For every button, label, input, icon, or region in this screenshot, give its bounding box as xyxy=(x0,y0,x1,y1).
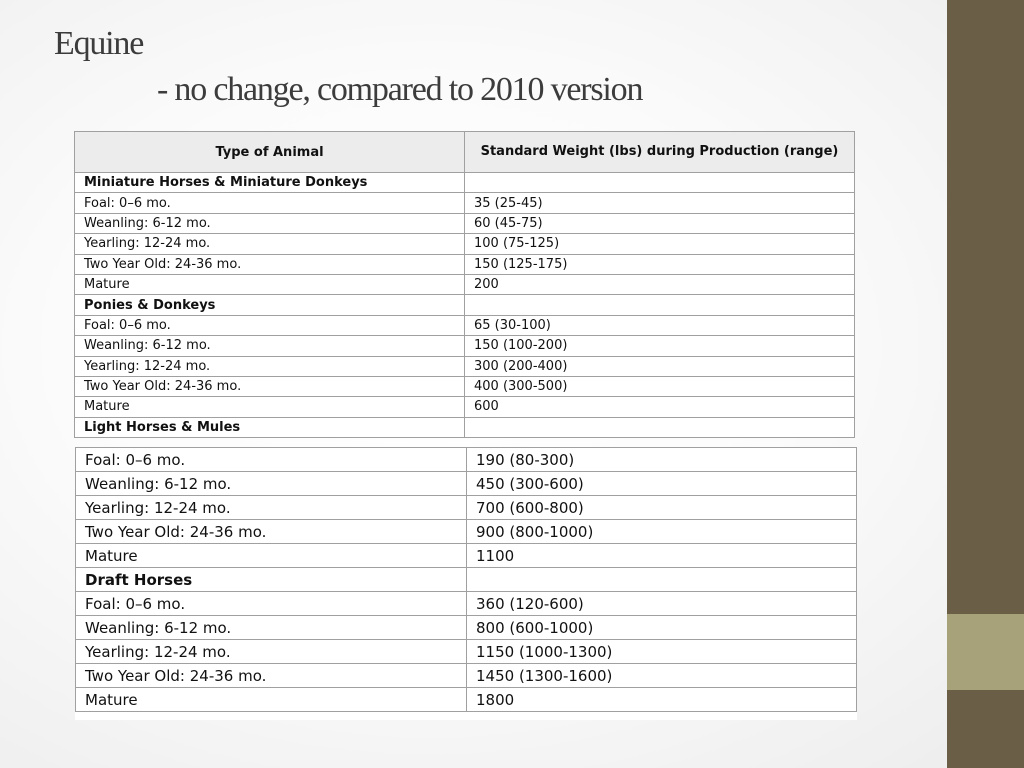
cell-animal: Foal: 0–6 mo. xyxy=(75,193,465,213)
cell-animal: Yearling: 12-24 mo. xyxy=(75,356,465,376)
table-row xyxy=(75,356,855,376)
cell-animal: Yearling: 12-24 mo. xyxy=(76,640,467,664)
cell-weight: 1100 xyxy=(467,544,857,568)
slide-title: Equine xyxy=(54,25,144,62)
cell-animal: Weanling: 6-12 mo. xyxy=(76,472,467,496)
table-row xyxy=(75,315,855,335)
table-row xyxy=(75,254,855,274)
cell-animal: Weanling: 6-12 mo. xyxy=(75,213,465,233)
table-row xyxy=(76,472,857,496)
table-group-row xyxy=(76,568,857,592)
cell-weight xyxy=(465,173,855,193)
cell-animal: Draft Horses xyxy=(76,568,467,592)
table-row xyxy=(76,640,857,664)
cell-weight: 150 (100-200) xyxy=(465,336,855,356)
cell-animal: Ponies & Donkeys xyxy=(75,295,465,315)
cell-weight: 200 xyxy=(465,274,855,294)
cell-weight: 1150 (1000-1300) xyxy=(467,640,857,664)
table-row xyxy=(76,616,857,640)
sidebar-accent-block xyxy=(947,614,1024,690)
table-row xyxy=(75,213,855,233)
table-row xyxy=(75,397,855,417)
cell-weight: 1800 xyxy=(467,688,857,712)
table-row xyxy=(76,688,857,712)
table-row xyxy=(75,274,855,294)
cell-weight: 190 (80-300) xyxy=(467,448,857,472)
table-row xyxy=(76,496,857,520)
table-body-bottom xyxy=(76,448,857,712)
header-standard-weight: Standard Weight (lbs) during Production (range) xyxy=(465,132,855,173)
header-type-of-animal: Type of Animal xyxy=(75,132,465,173)
cell-weight: 400 (300-500) xyxy=(465,376,855,396)
cell-weight: 100 (75-125) xyxy=(465,234,855,254)
table-row xyxy=(76,448,857,472)
table-group-row xyxy=(75,295,855,315)
table-row xyxy=(75,234,855,254)
cell-weight: 35 (25-45) xyxy=(465,193,855,213)
cell-animal: Mature xyxy=(76,544,467,568)
cell-animal: Two Year Old: 24-36 mo. xyxy=(75,254,465,274)
cell-animal: Two Year Old: 24-36 mo. xyxy=(75,376,465,396)
cell-weight: 450 (300-600) xyxy=(467,472,857,496)
table-row xyxy=(76,592,857,616)
cell-animal: Two Year Old: 24-36 mo. xyxy=(76,520,467,544)
cell-weight: 150 (125-175) xyxy=(465,254,855,274)
cell-weight: 600 xyxy=(465,397,855,417)
cell-animal: Mature xyxy=(76,688,467,712)
table-group-row xyxy=(75,417,855,437)
table-row xyxy=(76,664,857,688)
cell-weight xyxy=(465,295,855,315)
table-row xyxy=(75,376,855,396)
cell-animal: Two Year Old: 24-36 mo. xyxy=(76,664,467,688)
sidebar-decoration xyxy=(947,0,1024,768)
slide-subtitle: - no change, compared to 2010 version xyxy=(157,71,643,108)
cell-weight xyxy=(465,417,855,437)
cell-weight: 360 (120-600) xyxy=(467,592,857,616)
cell-animal: Mature xyxy=(75,397,465,417)
cell-weight: 1450 (1300-1600) xyxy=(467,664,857,688)
cell-weight xyxy=(467,568,857,592)
cell-weight: 800 (600-1000) xyxy=(467,616,857,640)
weight-table-top xyxy=(74,131,855,438)
weight-table-bottom xyxy=(75,447,857,712)
cell-weight: 900 (800-1000) xyxy=(467,520,857,544)
cell-animal: Mature xyxy=(75,274,465,294)
table-row xyxy=(75,336,855,356)
cell-weight: 65 (30-100) xyxy=(465,315,855,335)
cell-animal: Foal: 0–6 mo. xyxy=(76,592,467,616)
cell-animal: Yearling: 12-24 mo. xyxy=(76,496,467,520)
cell-animal: Light Horses & Mules xyxy=(75,417,465,437)
table-row xyxy=(75,193,855,213)
table-bottom-margin xyxy=(75,712,857,720)
cell-weight: 60 (45-75) xyxy=(465,213,855,233)
table-header-row xyxy=(75,132,855,173)
table-row xyxy=(76,520,857,544)
table-row xyxy=(76,544,857,568)
cell-animal: Weanling: 6-12 mo. xyxy=(75,336,465,356)
cell-animal: Foal: 0–6 mo. xyxy=(75,315,465,335)
cell-animal: Miniature Horses & Miniature Donkeys xyxy=(75,173,465,193)
table-group-row xyxy=(75,173,855,193)
cell-animal: Weanling: 6-12 mo. xyxy=(76,616,467,640)
cell-weight: 700 (600-800) xyxy=(467,496,857,520)
cell-animal: Foal: 0–6 mo. xyxy=(76,448,467,472)
cell-weight: 300 (200-400) xyxy=(465,356,855,376)
table-body-top xyxy=(75,173,855,438)
cell-animal: Yearling: 12-24 mo. xyxy=(75,234,465,254)
